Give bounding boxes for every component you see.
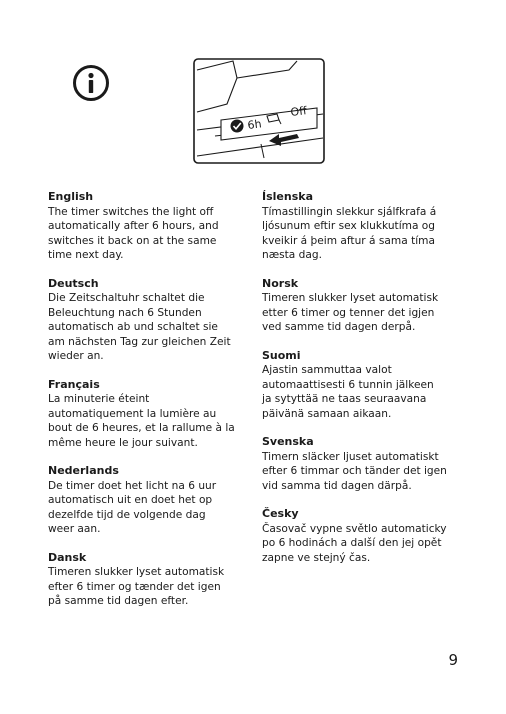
section-title: Dansk [48,550,87,564]
section-title: Íslenska [262,190,313,203]
section-title: Deutsch [48,276,99,290]
section-title: English [48,190,94,203]
switch-knob [267,114,279,122]
section-text: Die Zeitschaltuhr schaltet die Beleuchtung nach 6 Stunden automatisch ab und schaltet sie am nächsten Tag zur gleichen Zeit wieder an. [48,292,231,362]
section-suomi [262,349,462,422]
section-text: The timer switches the light off automatically after 6 hours, and switches it back on at the same time next day. [48,205,219,261]
section-title: Nederlands [48,464,119,477]
label-off: Off [289,104,308,119]
section-dansk [48,551,248,609]
left-column [48,190,248,623]
section-title: Suomi [262,348,301,362]
label-6h: 6h [246,117,263,132]
section-text: De timer doet het licht na 6 uur automatisch uit en doet het op dezelfde tijd de volgende dag weer aan. [48,479,217,535]
section-title: Français [48,377,100,391]
section-text: Časovač vypne světlo automaticky po 6 hodinách a další den jej opět zapne ve stejný čas. [262,522,447,564]
section-text: Timern släcker ljuset automatiskt efter 6 timmar och tänder det igen vid samma tid dagen därpå. [262,450,447,492]
section-francais [48,378,248,451]
section-svenska [262,435,462,493]
section-title: Česky [262,507,299,520]
right-column [262,190,462,579]
section-text: Tímastillingin slekkur sjálfkrafa á ljósunum eftir sex klukkutíma og kveikir á þeim aftur á sama tíma næsta dag. [262,205,437,261]
section-title: Svenska [262,435,314,448]
section-title: Norsk [262,276,299,290]
section-english [48,190,248,263]
section-cesky [262,507,462,565]
timer-switch-illustration [193,58,325,164]
section-norsk [262,277,462,335]
section-text: Timeren slukker lyset automatisk efter 6 timer og tænder det igen på samme tid dagen efter. [48,566,225,607]
info-icon [72,64,110,102]
section-deutsch [48,277,248,364]
section-nederlands [48,464,248,537]
section-text: Timeren slukker lyset automatisk etter 6 timer og tenner det igjen ved samme tid dagen derpå. [262,292,439,333]
section-text: La minuterie éteint automatiquement la lumière au bout de 6 heures, et la rallume à la même heure le jour suivant. [48,393,235,449]
check-icon [231,120,244,133]
section-text: Ajastin sammuttaa valot automaattisesti 6 tunnin jälkeen ja sytyttää ne taas seuraavana päivänä samaan aikaan. [262,364,434,420]
section-islenska [262,190,462,263]
page-number: 9 [448,651,458,669]
